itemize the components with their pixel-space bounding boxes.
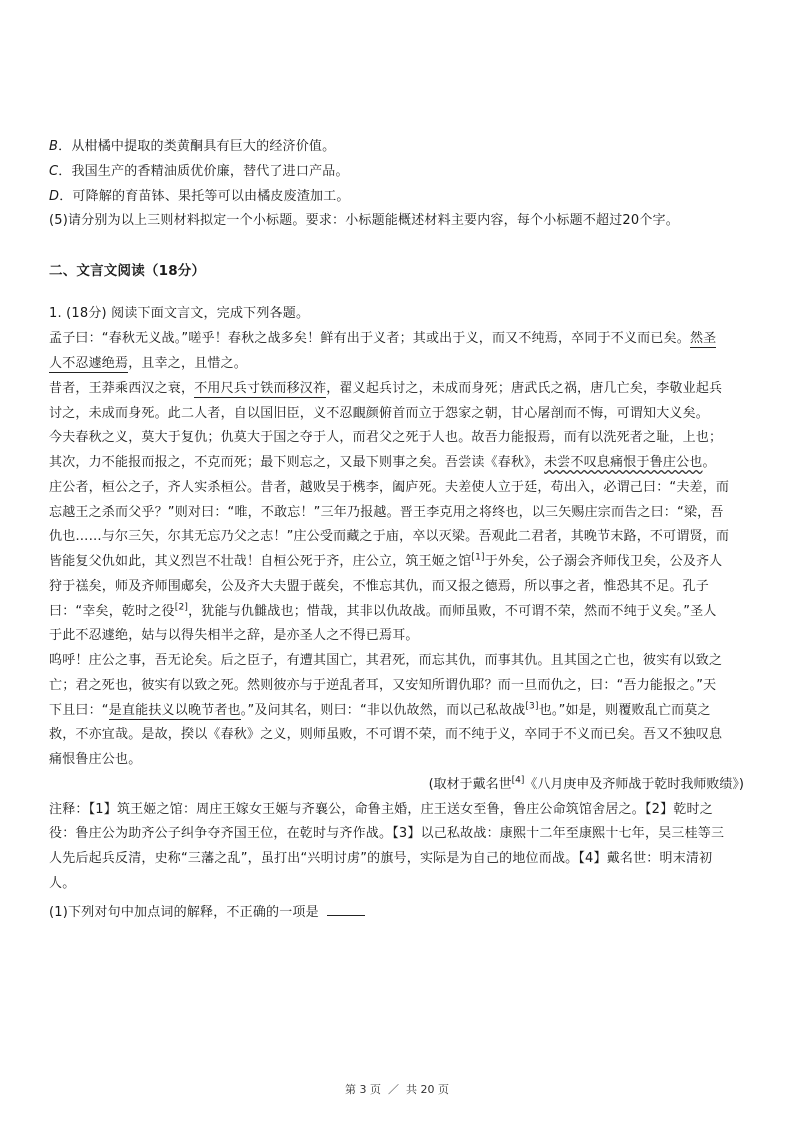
question-1-intro: 1. (18分) 阅读下面文言文，完成下列各题。: [49, 306, 310, 321]
passage-line: 呜呼！庄公之事，吾无论矣。后之臣子，有遭其国亡，其君死，而忘其仇，而事其仇。且其国之亡也，彼实有以致之: [49, 653, 723, 668]
passage-text: ，且幸之，且惜之。: [128, 356, 248, 371]
passage-line: 救，不亦宜哉。是故，揆以《春秋》之义，则师虽败，不可谓不荣，而不纯于义，卒同于不义而已矣。吾又不独叹息: [49, 727, 723, 742]
option-d-text: ．可降解的育苗钵、果托等可以由橘皮废渣加工。: [59, 189, 350, 204]
passage-line: [49, 553, 722, 571]
passage-line: 仇也……与尔三矢，尔其无忘乃父之志！”庄公受而藏之于庙，卒以灭梁。吾观此二君者，其晚节末路，不可谓贤，而: [49, 529, 730, 544]
passage-line: 于此不忍遽绝，姑与以得失相半之辞，是亦圣人之不得已焉耳。: [49, 628, 419, 643]
section-heading: 二、文言文阅读（18分）: [49, 263, 206, 279]
wavy-underlined-sentence: 未尝不叹息痛恨于鲁庄公也: [544, 455, 703, 470]
passage-text: 。”及问其名，则曰：“非以仇故然，而以己私故战: [240, 703, 526, 718]
underlined-sentence: 是直能扶义以晚节者也: [108, 703, 241, 718]
passage-line: [49, 355, 247, 373]
sub-question-1: [49, 903, 365, 922]
passage-line: 庄公者，桓公之子，齐人实杀桓公。昔者，越败吴于槜李，阖庐死。夫差使人立于廷，苟出入，必谓己曰：“夫差，而: [49, 480, 730, 495]
notes-line: 役：鲁庄公为助齐公子纠争夺齐国王位，在乾时与齐作战。【3】以己私故战：康熙十二年至康熙十七年，吴三桂等三: [49, 826, 725, 841]
passage-text: 。: [702, 455, 716, 470]
passage-text: 也。”如是，则覆败乱亡而莫之: [538, 703, 711, 718]
passage-text: 皆能复父仇如此，其义烈岂不壮哉！自桓公死于齐，庄公立，筑王姬之馆: [49, 554, 472, 569]
passage-line: [49, 702, 711, 720]
sub-question-1-text: (1)下列对句中加点词的解释，不正确的一项是: [49, 905, 319, 920]
source-attribution: [429, 776, 744, 794]
option-b-letter: B: [49, 139, 59, 154]
option-d-letter: D: [49, 189, 60, 204]
option-c: [49, 163, 349, 181]
passage-text: 孟子曰：“春秋无义战。”嗟乎！春秋之战多矣！鲜有出于义者；其或出于义，而又不纯焉，卒同于不义而已矣。: [49, 331, 690, 346]
footnote-marker: [2]: [174, 602, 189, 613]
underlined-sentence: 然圣: [689, 331, 717, 346]
passage-line: 狩于禚矣，师及齐师围郕矣，公及齐大夫盟于蔇矣，不惟忘其仇，而又报之德焉，所以事之者，惟恐其不足。孔子: [49, 579, 710, 594]
passage-line: [49, 380, 722, 398]
question-5: (5)请分别为以上三则材料拟定一个小标题。要求：小标题能概述材料主要内容，每个小标题不超过20个字。: [49, 213, 679, 228]
passage-line: [49, 454, 716, 472]
answer-blank[interactable]: [327, 903, 365, 916]
passage-line: 忘越王之杀而父乎？”则对曰：“唯，不敢忘！”三年乃报越。晋王李克用之将终也，以三矢赐庄宗而告之曰：“梁，吾: [49, 505, 724, 520]
passage-line: 亡；君之死也，彼实有以致之死。然则彼亦与于逆乱者耳，又安知所谓仇耶？而一旦而仇之，曰：“吾力能报之。”天: [49, 678, 717, 693]
underlined-sentence: 人不忍遽绝焉: [49, 356, 129, 371]
page-footer: 第 3 页 ／ 共 20 页: [345, 1083, 449, 1096]
source-text: (取材于戴名世: [428, 777, 512, 792]
passage-text: 于外矣，公子溺会齐师伐卫矣，公及齐人: [484, 554, 723, 569]
source-title: 《八月庚申及齐师战于乾时我师败绩》): [524, 777, 744, 792]
passage-text: ，翟义起兵讨之，未成而身死；唐武氏之祸，唐几亡矣，李敬业起兵: [326, 381, 723, 396]
passage-text: 下且曰：“: [49, 703, 109, 718]
passage-line: [49, 330, 716, 348]
option-c-letter: C: [49, 164, 59, 179]
footnote-marker: [4]: [511, 775, 525, 786]
passage-text: ，犹能与仇雠战也；惜哉，其非以仇故战。而师虽败，不可谓不荣，然而不纯于义矣。”圣人: [188, 604, 717, 619]
underlined-sentence: 不用尺兵寸铁而移汉祚: [194, 381, 327, 396]
notes-line: 人。: [49, 876, 76, 891]
footnote-marker: [3]: [525, 701, 539, 712]
option-b: [49, 138, 335, 156]
notes-line: 注释：【1】筑王姬之馆：周庄王嫁女王姬与齐襄公，命鲁主婚，庄王送女至鲁，鲁庄公命筑馆舍居之。【2】乾时之: [49, 802, 713, 817]
passage-text: 曰：“幸矣，乾时之役: [49, 604, 175, 619]
option-d: [49, 188, 350, 206]
option-b-text: ．从柑橘中提取的类黄酮具有巨大的经济价值。: [58, 139, 336, 154]
footnote-marker: [1]: [471, 552, 485, 563]
passage-line: [49, 603, 717, 621]
passage-text: 其次，力不能报而报之，不克而死；最下则忘之，又最下则事之矣。吾尝读《春秋》，: [49, 455, 545, 470]
passage-line: 今夫春秋之义，莫大于复仇；仇莫大于国之夺于人，而君父之死于人也。故吾力能报焉，而有以洗死者之耻，上也；: [49, 430, 723, 445]
notes-line: 人先后起兵反清，史称“三藩之乱”，虽打出“兴明讨虏”的旗号，实际是为自己的地位而战。【4】戴名世：明末清初: [49, 851, 713, 866]
passage-line: 讨之，未成而身死。此二人者，自以国旧臣，义不忍靦颜俯首而立于怨家之朝，甘心屠剖而不悔，可谓知大义矣。: [49, 406, 710, 421]
passage-line: 痛恨鲁庄公也。: [49, 752, 142, 767]
passage-text: 昔者，王莽乘西汉之衰，: [49, 381, 195, 396]
option-c-text: ．我国生产的香精油质优价廉，替代了进口产品。: [58, 164, 349, 179]
